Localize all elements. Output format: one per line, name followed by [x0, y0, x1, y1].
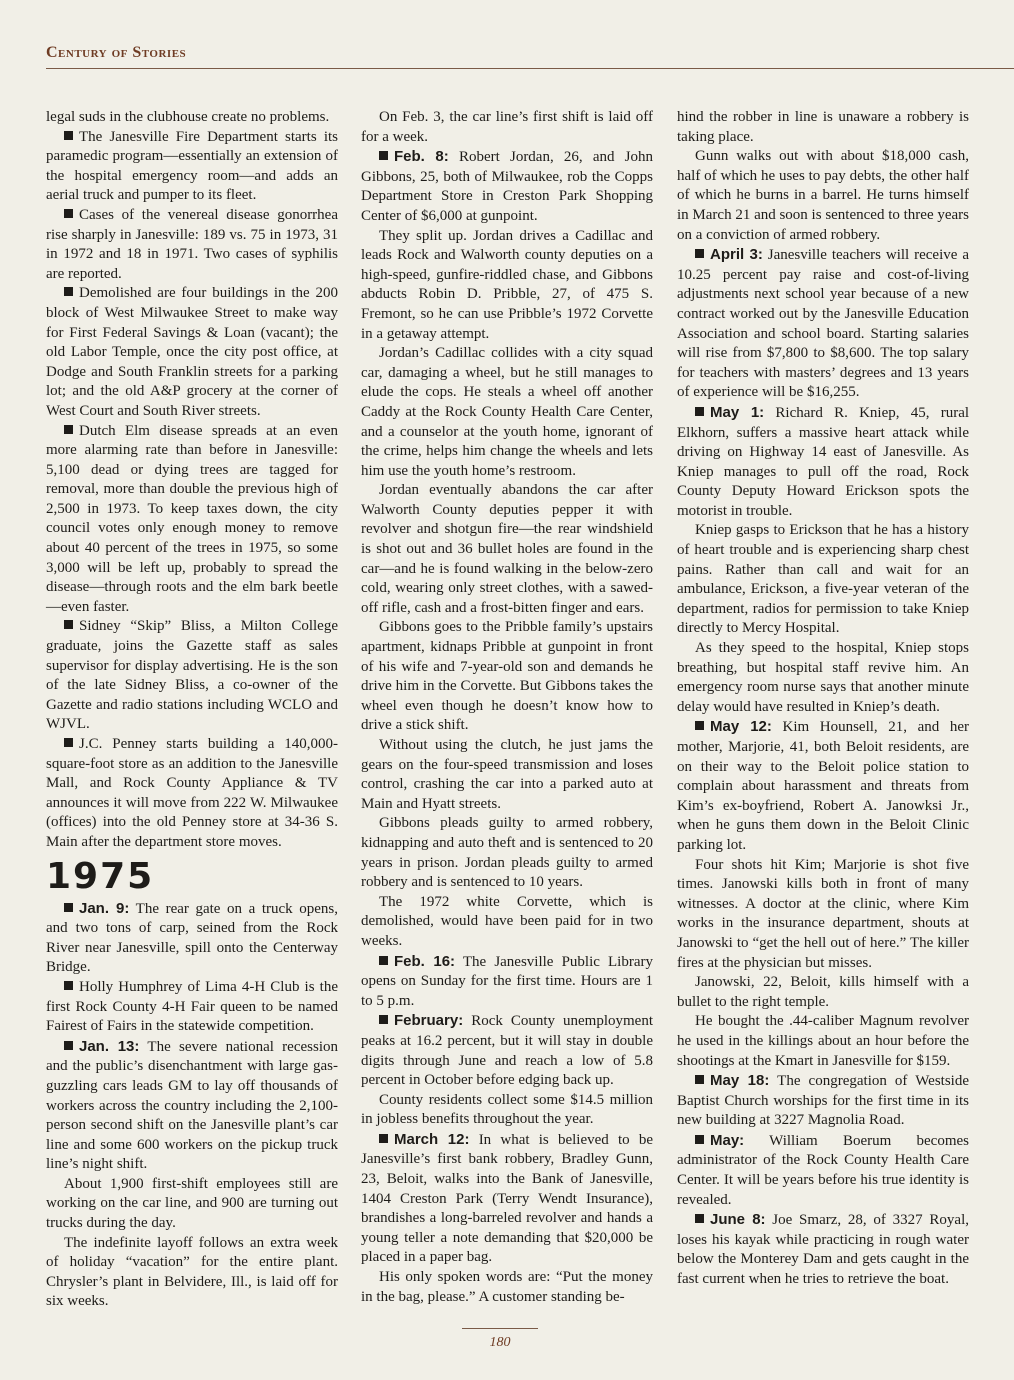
- paragraph-text: The congregation of Westside Baptist Church worships for the first time in its new building at 3227 Magnolia Road.: [677, 1073, 970, 1129]
- paragraph-text: Janesville teachers will receive a 10.25 percent pay raise and cost-of-living adjustments next school year because of a new contract worked out by the Janesville Education Association and school board. Starting salaries will rise from $7,800 to $8,600. The top salary for teachers with masters’ degrees and 13 years of experience will be $16,255.: [677, 247, 969, 401]
- paragraph-text: The rear gate on a truck opens, and two tons of carp, seined from the Rock River near Janesville, spill onto the Centerway Bridge.: [46, 900, 338, 976]
- paragraph: legal suds in the clubhouse create no problems.: [46, 109, 330, 125]
- entry-date: May 18:: [710, 1072, 770, 1090]
- bullet-icon: [379, 1015, 388, 1024]
- paragraph: [46, 617, 338, 735]
- entry-date: April 3:: [710, 246, 763, 264]
- paragraph: Jordan eventually abandons the car after Walworth County deputies pepper it with revolver and shotgun fire—the rear windshield is shot out and 36 bullet holes are found in the car—and he is found walking in the below-zero cold, wearing only street clothes, with a sawed-off rifle, cash and a frost-bitten finger and ears.: [361, 482, 653, 616]
- paragraph: Janowski, 22, Beloit, kills himself with a bullet to the right temple.: [677, 974, 969, 1010]
- paragraph-text: Cases of the venereal disease gonorrhea rise sharply in Janesville: 189 vs. 75 in 1973, 31 in 1972 and 18 in 1971. Two cases of syphilis are reported.: [46, 206, 338, 282]
- paragraph: [46, 978, 338, 1037]
- paragraph: County residents collect some $14.5 million in jobless benefits throughout the year.: [361, 1091, 653, 1128]
- paragraph: The 1972 white Corvette, which is demolished, would have been paid for in two weeks.: [361, 893, 653, 949]
- paragraph: On Feb. 3, the car line’s first shift is laid off for a week.: [361, 109, 653, 145]
- paragraph: About 1,900 first-shift employees still are working on the car line, and 900 are turning out trucks during the day.: [46, 1175, 338, 1232]
- column-2: [361, 108, 653, 1307]
- bullet-icon: [695, 1214, 704, 1223]
- bullet-icon: [695, 721, 704, 730]
- entry-date: May 1:: [710, 403, 765, 421]
- paragraph: [677, 1071, 969, 1131]
- bullet-icon: [64, 131, 73, 140]
- paragraph-text: Sidney “Skip” Bliss, a Milton College graduate, joins the Gazette staff as sales supervisor for display advertising. He is the son of the late Sidney Bliss, a co-owner of the Gazette and radio stations including WCLO and WJVL.: [46, 618, 338, 733]
- folio-rule: [462, 1328, 538, 1329]
- entry-date: Feb. 8:: [394, 148, 449, 166]
- bullet-icon: [695, 249, 704, 258]
- bullet-icon: [64, 1041, 73, 1050]
- paragraph: [46, 128, 338, 206]
- paragraph-text: In what is believed to be Janesville’s first bank robbery, Bradley Gunn, 23, Beloit, walks into the Bank of Janesville, 1404 Creston Park (Terry Wendt Insurance), brandishes a long-barreled revolver and hands a young teller a note demanding that $20,000 be placed in a paper bag.: [361, 1131, 653, 1266]
- bullet-icon: [64, 738, 73, 747]
- paragraph: Gibbons pleads guilty to armed robbery, kidnapping and auto theft and is sentenced to 20 years in prison. Jordan pleads guilty to armed robbery and is sentenced to 10 years.: [361, 815, 653, 891]
- bullet-icon: [64, 425, 73, 434]
- bullet-icon: [64, 981, 73, 990]
- page-number: 180: [489, 1335, 511, 1350]
- header-rule: [46, 68, 1014, 69]
- paragraph-text: Richard R. Kniep, 45, rural Elkhorn, suffers a massive heart attack while driving on Highway 14 east of Janesville. As Kniep manages to pull off the road, Rock County Deputy Howard Erickson spots the motorist in trouble.: [677, 404, 970, 519]
- paragraph: hind the robber in line is unaware a robbery is taking place.: [677, 109, 969, 145]
- paragraph: [361, 1011, 653, 1090]
- paragraph-text: Dutch Elm disease spreads at an even more alarming rate than before in Janesville: 5,100 dead or dying trees are tagged for removal, more than double the previous high of 2,500 in 1973. To keep taxes down, the city council votes only enough money to remove about 40 percent of the trees in 1975, so some 3,000 will be left up, probably to spread the disease—through roots and the elm bark beetle—even faster.: [46, 422, 338, 615]
- paragraph: [677, 1131, 969, 1210]
- paragraph: Gunn walks out with about $18,000 cash, half of which he uses to pay debts, the other half of which he burns in a barrel. He turns himself in March 21 and soon is sentenced to three years on a conviction of armed robbery.: [677, 148, 969, 243]
- bullet-icon: [379, 1134, 388, 1143]
- paragraph-text: The Janesville Public Library opens on Sunday for the first time. Hours are 1 to 5 p.m.: [361, 953, 653, 1009]
- bullet-icon: [379, 151, 388, 160]
- paragraph: As they speed to the hospital, Kniep stops breathing, but hospital staff revive him. An emergency room nurse says that another minute delay would have resulted in Kniep’s death.: [677, 640, 969, 715]
- bullet-icon: [379, 956, 388, 965]
- bullet-icon: [64, 620, 73, 629]
- paragraph: [361, 952, 653, 1012]
- entry-date: May:: [710, 1131, 745, 1149]
- paragraph-text: Holly Humphrey of Lima 4-H Club is the first Rock County 4-H Fair queen to be named Fairest of Fairs in the statewide competition.: [46, 978, 338, 1035]
- paragraph: Without using the clutch, he just jams the gears on the four-speed transmission and loses control, crashing the car into a parked auto at Main and Hyatt streets.: [361, 737, 653, 812]
- entry-date: Jan. 13:: [79, 1037, 140, 1055]
- column-1: [46, 108, 338, 1312]
- paragraph: [46, 899, 338, 978]
- paragraph-text: Joe Smarz, 28, of 3327 Royal, loses his kayak while practicing in rough water below the Monterey Dam and gets caught in the fast current when he tries to retrieve the boat.: [677, 1212, 970, 1288]
- bullet-icon: [64, 209, 73, 218]
- year-heading: 1975: [46, 855, 155, 897]
- paragraph-text: J.C. Penney starts building a 140,000-square-foot store as an addition to the Janesville Mall, and Rock County Appliance & TV announces it will move from 222 W. Milwaukee (offices) into the old Penney store at 34-36 S. Main after the department store moves.: [46, 736, 338, 850]
- entry-date: February:: [394, 1012, 464, 1030]
- bullet-icon: [695, 1075, 704, 1084]
- column-3: [677, 108, 969, 1290]
- running-header: Century of Stories: [46, 44, 187, 61]
- bullet-icon: [64, 903, 73, 912]
- paragraph: Gibbons goes to the Pribble family’s upstairs apartment, kidnaps Pribble at gunpoint in front of his wife and 7-year-old son and demands he drive him in the Corvette. But Gibbons takes the wheel even though he doesn’t know how to drive a stick shift.: [361, 619, 653, 734]
- paragraph-text: Rock County unemployment peaks at 16.2 percent, but it will stay in double digits through June and reach a low of 5.8 percent in October before edging back up.: [361, 1013, 653, 1089]
- paragraph: [46, 206, 338, 284]
- paragraph-text: Robert Jordan, 26, and John Gibbons, 25, both of Milwaukee, rob the Copps Department Store in Creston Park Shopping Center of $6,000 at gunpoint.: [361, 149, 654, 224]
- paragraph-text: The Janesville Fire Department starts its paramedic program—essentially an extension of the hospital emergency room—and adds an aerial truck and pumper to its fleet.: [46, 128, 338, 204]
- paragraph-text: William Boerum becomes administrator of the Rock County Health Care Center. It will be years before his true identity is revealed.: [677, 1132, 969, 1208]
- entry-date: Jan. 9:: [79, 899, 130, 917]
- bullet-icon: [695, 1135, 704, 1144]
- paragraph: His only spoken words are: “Put the money in the bag, please.” A customer standing be-: [361, 1269, 653, 1305]
- paragraph-text: Demolished are four buildings in the 200 block of West Milwaukee Street to make way for First Federal Savings & Loan (vacant); the old Labor Temple, once the city post office, at Dodge and South Franklin streets for a parking lot; and the old A&P grocery at the corner of West Court and South River streets.: [46, 285, 338, 419]
- paragraph: [677, 717, 969, 855]
- paragraph-text: Kim Hounsell, 21, and her mother, Marjorie, 41, both Beloit residents, are on their way to the Beloit police station to complain about harassment and threats from Kim’s ex-boyfriend, Robert A. Janowksi Jr., when he guns them down in the Beloit Clinic parking lot.: [677, 719, 970, 853]
- paragraph: [361, 1130, 653, 1268]
- paragraph: [46, 1037, 338, 1175]
- paragraph: [677, 403, 969, 522]
- paragraph: [46, 422, 338, 618]
- bullet-icon: [64, 287, 73, 296]
- paragraph: [677, 1210, 969, 1289]
- entry-date: March 12:: [394, 1130, 470, 1148]
- entry-date: June 8:: [710, 1211, 766, 1229]
- paragraph: [46, 284, 338, 421]
- bullet-icon: [695, 407, 704, 416]
- paragraph: He bought the .44-caliber Magnum revolver he used in the killings about an hour before the shootings at the Kmart in Janesville for $159.: [677, 1013, 969, 1069]
- paragraph-text: The severe national recession and the public’s disenchantment with large gas-guzzling cars leads GM to lay off thousands of workers across the country including the 2,100-person second shift on the Janesville plant’s car line and some 600 workers on the pickup truck line’s night shift.: [46, 1038, 338, 1173]
- entry-date: Feb. 16:: [394, 952, 456, 970]
- paragraph: Four shots hit Kim; Marjorie is shot five times. Janowski kills both in front of many witnesses. A doctor at the clinic, where Kim works in the insurance department, shouts at Janowski to “get the hell out of here.” The killer fires at the physician but misses.: [677, 856, 969, 971]
- paragraph: [46, 735, 338, 853]
- paragraph: Kniep gasps to Erickson that he has a history of heart trouble and is experiencing sharp chest pains. Rather than call and wait for an ambulance, Erickson, a five-year veteran of the department, radios for permission to take Kniep directly to Mercy Hospital.: [677, 522, 969, 637]
- paragraph: The indefinite layoff follows an extra week of holiday “vacation” for the entire plant. Chrysler’s plant in Belvidere, Ill., is laid off for six weeks.: [46, 1234, 338, 1310]
- paragraph: [361, 147, 653, 226]
- paragraph: They split up. Jordan drives a Cadillac and leads Rock and Walworth county deputies on a high-speed, gunfire-riddled chase, and Gibbons abducts Robin D. Pribble, 27, of 475 S. Fremont, so he can use Pribble’s 1972 Corvette in a getaway attempt.: [361, 227, 653, 342]
- entry-date: May 12:: [710, 718, 772, 736]
- paragraph: [677, 245, 969, 403]
- paragraph: Jordan’s Cadillac collides with a city squad car, damaging a wheel, but he still manages to elude the cops. He steals a wheel off another Caddy at the Rock County Health Care Center, and a counselor at the youth home, ignorant of the crime, helps him change the wheels and lets him use the youth home’s restroom.: [361, 345, 653, 479]
